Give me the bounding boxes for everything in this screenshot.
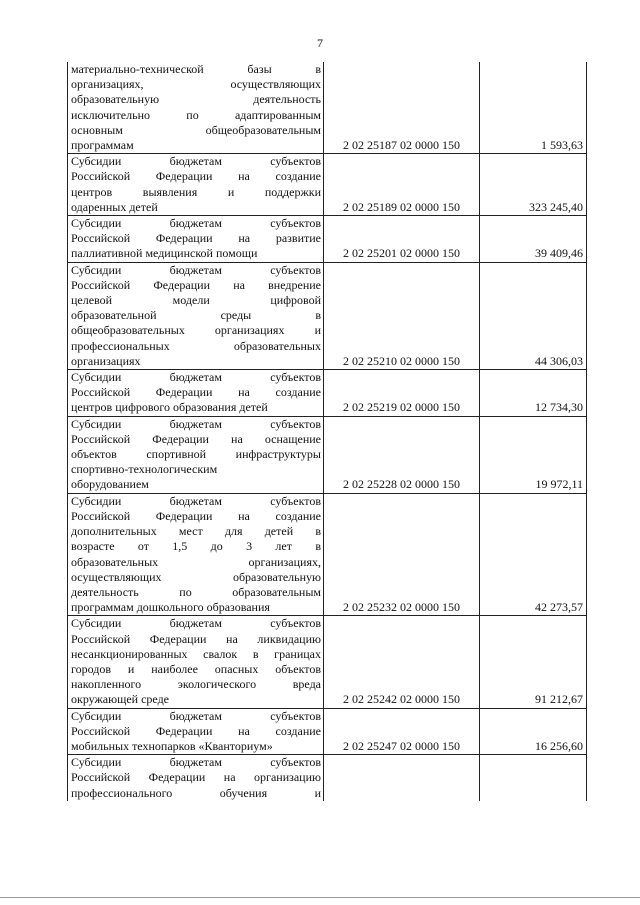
subsidy-name-cell: [68, 755, 324, 801]
subsidy-name-line: Субсидии бюджетам субъектов: [71, 216, 321, 231]
table-row: [68, 262, 587, 369]
subsidy-name-line: программам: [71, 138, 134, 153]
table-row: [68, 493, 587, 616]
budget-code-cell: 2 02 25228 02 0000 150: [324, 416, 480, 493]
subsidy-name-line: центров цифрового образования детей: [71, 400, 268, 415]
subsidy-name-line: накопленного экологического вреда: [71, 677, 321, 692]
subsidy-name-line: образовательную деятельность: [71, 92, 321, 107]
subsidy-name-line: профессиональных образовательных: [71, 338, 321, 353]
table-row: [68, 416, 587, 493]
amount-cell: 1 593,63: [480, 62, 587, 154]
subsidy-name-line: Субсидии бюджетам субъектов: [71, 616, 321, 631]
subsidy-name-line: осуществляющих образовательную: [71, 569, 321, 584]
table-row: [68, 616, 587, 708]
amount-cell: 19 972,11: [480, 416, 587, 493]
subsidy-name-cell: [68, 262, 324, 369]
subsidy-name-line: Субсидии бюджетам субъектов: [71, 370, 321, 385]
subsidy-name-line: Субсидии бюджетам субъектов: [71, 708, 321, 723]
amount-cell: 16 256,60: [480, 708, 587, 755]
subsidy-name-line: Российской Федерации на оснащение: [71, 431, 321, 446]
table-body: [68, 62, 587, 801]
subsidy-name-cell: [68, 154, 324, 216]
subsidy-name-cell: [68, 216, 324, 263]
page-number: 7: [317, 36, 323, 50]
table-row: [68, 216, 587, 263]
table-row: [68, 154, 587, 216]
subsidy-name-line: исключительно по адаптированным: [71, 107, 321, 122]
subsidy-name-line: профессионального обучения и: [71, 785, 321, 800]
subsidy-name-line: основным общеобразовательным: [71, 122, 321, 137]
subsidy-name-cell: [68, 708, 324, 755]
subsidy-name-line: Российской Федерации на создание: [71, 723, 321, 738]
amount-cell: 42 273,57: [480, 493, 587, 616]
subsidy-name-line: Субсидии бюджетам субъектов: [71, 154, 321, 169]
subsidy-name-line: программам дошкольного образования: [71, 600, 270, 615]
subsidy-name-line: оборудованием: [71, 477, 149, 492]
subsidy-name-line: организациях: [71, 353, 141, 368]
subsidy-name-line: центров выявления и поддержки: [71, 184, 321, 199]
budget-code-cell: 2 02 25232 02 0000 150: [324, 493, 480, 616]
subsidy-name-line: Российской Федерации на создание: [71, 385, 321, 400]
subsidy-name-cell: [68, 616, 324, 708]
amount-cell: 44 306,03: [480, 262, 587, 369]
amount-cell: 12 734,30: [480, 370, 587, 417]
subsidy-name-line: материально-технической базы в: [71, 62, 321, 76]
subsidy-name-line: одаренных детей: [71, 199, 158, 214]
subsidy-name-line: дополнительных мест для детей в: [71, 524, 321, 539]
subsidy-name-line: окружающей среде: [71, 692, 170, 707]
budget-code-cell: 2 02 25242 02 0000 150: [324, 616, 480, 708]
subsidy-name-line: Субсидии бюджетам субъектов: [71, 262, 321, 277]
subsidy-name-cell: [68, 493, 324, 616]
subsidy-name-line: организациях, осуществляющих: [71, 77, 321, 92]
subsidy-name-line: образовательной среды в: [71, 308, 321, 323]
subsidy-name-line: Субсидии бюджетам субъектов: [71, 493, 321, 508]
subsidy-name-line: Российской Федерации на организацию: [71, 770, 321, 785]
budget-code-cell: 2 02 25201 02 0000 150: [324, 216, 480, 263]
subsidy-name-line: спортивно-технологическим: [71, 462, 218, 477]
subsidy-name-line: деятельность по образовательным: [71, 584, 321, 599]
page-bottom-edge: [0, 897, 640, 898]
table-row: [68, 62, 587, 154]
budget-code-cell: [324, 755, 480, 801]
subsidy-name-line: мобильных технопарков «Кванториум»: [71, 738, 273, 753]
amount-cell: 39 409,46: [480, 216, 587, 263]
subsidy-name-cell: [68, 416, 324, 493]
amount-cell: [480, 755, 587, 801]
subsidy-name-line: объектов спортивной инфраструктуры: [71, 447, 321, 462]
table-row: [68, 370, 587, 417]
subsidy-name-line: Российской Федерации на создание: [71, 508, 321, 523]
subsidy-name-line: образовательных организациях,: [71, 554, 321, 569]
subsidy-name-line: Российской Федерации на ликвидацию: [71, 631, 321, 646]
subsidy-name-cell: [68, 62, 324, 154]
subsidy-name-line: городов и наиболее опасных объектов: [71, 661, 321, 676]
budget-code-cell: 2 02 25189 02 0000 150: [324, 154, 480, 216]
subsidy-name-line: несанкционированных свалок в границах: [71, 646, 321, 661]
subsidy-name-line: Российской Федерации на создание: [71, 169, 321, 184]
subsidy-name-line: возрасте от 1,5 до 3 лет в: [71, 539, 321, 554]
table-row: [68, 755, 587, 801]
subsidy-name-cell: [68, 370, 324, 417]
subsidy-name-line: Субсидии бюджетам субъектов: [71, 416, 321, 431]
table-row: [68, 708, 587, 755]
subsidy-name-line: Российской Федерации на развитие: [71, 231, 321, 246]
budget-revenue-table: [67, 62, 587, 801]
subsidy-name-line: целевой модели цифровой: [71, 293, 321, 308]
subsidy-name-line: Субсидии бюджетам субъектов: [71, 755, 321, 770]
budget-code-cell: 2 02 25219 02 0000 150: [324, 370, 480, 417]
budget-code-cell: 2 02 25187 02 0000 150: [324, 62, 480, 154]
amount-cell: 91 212,67: [480, 616, 587, 708]
budget-code-cell: 2 02 25210 02 0000 150: [324, 262, 480, 369]
subsidy-name-line: паллиативной медицинской помощи: [71, 246, 258, 261]
subsidy-name-line: общеобразовательных организациях и: [71, 323, 321, 338]
amount-cell: 323 245,40: [480, 154, 587, 216]
subsidy-name-line: Российской Федерации на внедрение: [71, 277, 321, 292]
budget-code-cell: 2 02 25247 02 0000 150: [324, 708, 480, 755]
